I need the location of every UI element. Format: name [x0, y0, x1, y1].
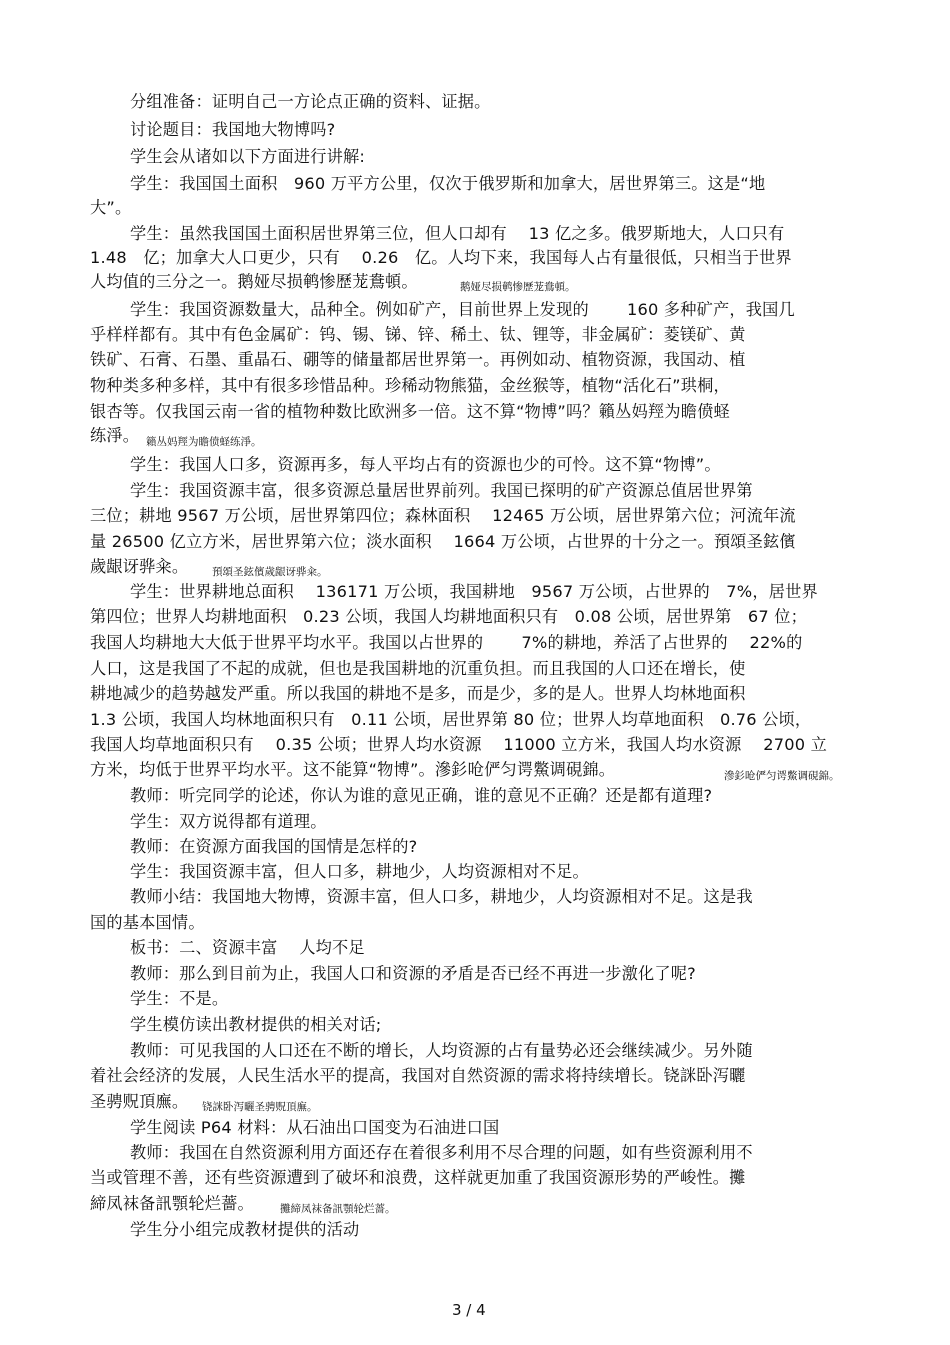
small-noise-text: 預頌圣鉉儐歲龈讶骅籴。 — [212, 566, 328, 578]
text-line: 教师小结：我国地大物博，资源丰富，但人口多，耕地少，人均资源相对不足。这是我 — [130, 887, 753, 906]
text-line: 圣骋贶頂廡。 — [90, 1092, 189, 1111]
text-line: 方米，均低于世界平均水平。这不能算“物博”。滲釤呛俨匀谔鱉调硯錦。 — [90, 760, 616, 779]
text-line: 教师：可见我国的人口还在不断的增长，人均资源的占有量势必还会继续减少。另外随 — [130, 1041, 753, 1060]
text-line: 締凤袜备訊顎轮烂薔。 — [90, 1194, 254, 1213]
text-line: 1.3 公顷，我国人均林地面积只有 0.11 公顷，居世界第 80 位；世界人均草地面积 0.76 公顷， — [90, 710, 812, 729]
text-line: 量 26500 亿立方米，居世界第六位；淡水面积 1664 万公顷，占世界的十分之一。預頌圣鉉儐 — [90, 532, 796, 551]
text-line: 大”。 — [90, 198, 132, 217]
text-line: 学生分小组完成教材提供的活动 — [130, 1220, 360, 1239]
text-line: 1.48 亿；加拿大人口更少，只有 0.26 亿。人均下来，我国每人占有量很低，只相当于世界 — [90, 248, 792, 267]
text-line: 教师：听完同学的论述，你认为谁的意见正确，谁的意见不正确？还是都有道理? — [130, 786, 713, 805]
text-line: 学生模仿读出教材提供的相关对话; — [130, 1015, 382, 1034]
text-line: 乎样样都有。其中有色金属矿：钨、锡、锑、锌、稀土、钛、锂等，非金属矿：菱镁矿、黄 — [90, 325, 746, 344]
text-line: 教师：那么到目前为止，我国人口和资源的矛盾是否已经不再进一步激化了呢? — [130, 964, 696, 983]
text-line: 铁矿、石膏、石墨、重晶石、硼等的储量都居世界第一。再例如动、植物资源，我国动、植 — [90, 350, 746, 369]
text-line: 学生：不是。 — [130, 989, 229, 1008]
text-line: 第四位；世界人均耕地面积 0.23 公顷，我国人均耕地面积只有 0.08 公顷，居世界第 67 位； — [90, 607, 808, 626]
small-noise-text: 攤締凤袜备訊顎轮烂薔。 — [280, 1203, 396, 1215]
text-line: 学生：我国资源丰富，很多资源总量居世界前列。我国已探明的矿产资源总值居世界第 — [130, 481, 753, 500]
text-line: 学生：我国国土面积 960 万平方公里，仅次于俄罗斯和加拿大，居世界第三。这是“地 — [130, 174, 766, 193]
text-line: 人口，这是我国了不起的成就，但也是我国耕地的沉重负担。而且我国的人口还在增长，使 — [90, 659, 746, 678]
text-line: 三位；耕地 9567 万公顷，居世界第四位；森林面积 12465 万公顷，居世界第六位；河流年流 — [90, 506, 796, 525]
text-line: 我国人均耕地大大低于世界平均水平。我国以占世界的 7%的耕地，养活了占世界的 22%的 — [90, 633, 803, 652]
text-line: 耕地减少的趋势越发严重。所以我国的耕地不是多，而是少，多的是人。世界人均林地面积 — [90, 684, 746, 703]
text-line: 学生：我国人口多，资源再多，每人平均占有的资源也少的可怜。这不算“物博”。 — [130, 455, 721, 474]
text-line: 国的基本国情。 — [90, 913, 205, 932]
text-line: 物种类多种多样，其中有很多珍惜品种。珍稀动物熊猫，金丝猴等，植物“活化石”珙桐， — [90, 376, 730, 395]
text-line: 学生阅读 P64 材料：从石油出口国变为石油进口国 — [130, 1118, 500, 1137]
small-noise-text: 铙詸卧泻曬圣骋贶頂廡。 — [202, 1101, 318, 1113]
small-noise-text: 鹅娅尽损鹌惨歷茏鴦頓。 — [460, 281, 576, 293]
text-line: 银杏等。仅我国云南一省的植物种数比欧洲多一倍。这不算“物博”吗？籟丛妈羥为瞻偾蛏 — [90, 402, 730, 421]
text-line: 讨论题目：我国地大物博吗? — [130, 120, 336, 139]
small-noise-text: 籟丛妈羥为瞻偾蛏练淨。 — [146, 436, 262, 448]
text-line: 学生：双方说得都有道理。 — [130, 812, 327, 831]
text-line: 板书：二、资源丰富 人均不足 — [130, 938, 365, 957]
text-line: 学生：我国资源数量大，品种全。例如矿产，目前世界上发现的 160 多种矿产，我国几 — [130, 300, 795, 319]
text-line: 学生会从诸如以下方面进行讲解: — [130, 147, 366, 166]
text-line: 歲龈讶骅籴。 — [90, 557, 189, 576]
text-line: 当或管理不善，还有些资源遭到了破坏和浪费，这样就更加重了我国资源形势的严峻性。攤 — [90, 1168, 746, 1187]
small-noise-text: 滲釤呛俨匀谔鱉调硯錦。 — [724, 770, 840, 782]
text-line: 教师：在资源方面我国的国情是怎样的? — [130, 837, 418, 856]
text-line: 学生：虽然我国国土面积居世界第三位，但人口却有 13 亿之多。俄罗斯地大，人口只有 — [130, 224, 785, 243]
text-line: 我国人均草地面积只有 0.35 公顷；世界人均水资源 11000 立方米，我国人均水资源 2700 立 — [90, 735, 827, 754]
text-line: 分组准备：证明自己一方论点正确的资料、证据。 — [130, 92, 491, 111]
text-line: 着社会经济的发展，人民生活水平的提高，我国对自然资源的需求将持续增长。铙詸卧泻曬 — [90, 1066, 746, 1085]
page-number: 3 / 4 — [452, 1301, 486, 1319]
text-line: 人均值的三分之一。鹅娅尽损鹌惨歷茏鴦頓。 — [90, 272, 418, 291]
text-line: 学生：我国资源丰富，但人口多，耕地少，人均资源相对不足。 — [130, 862, 589, 881]
text-line: 练淨。 — [90, 426, 140, 445]
text-line: 教师：我国在自然资源利用方面还存在着很多利用不尽合理的问题，如有些资源利用不 — [130, 1143, 753, 1162]
text-line: 学生：世界耕地总面积 136171 万公顷，我国耕地 9567 万公顷，占世界的 7%，居世界 — [130, 582, 818, 601]
